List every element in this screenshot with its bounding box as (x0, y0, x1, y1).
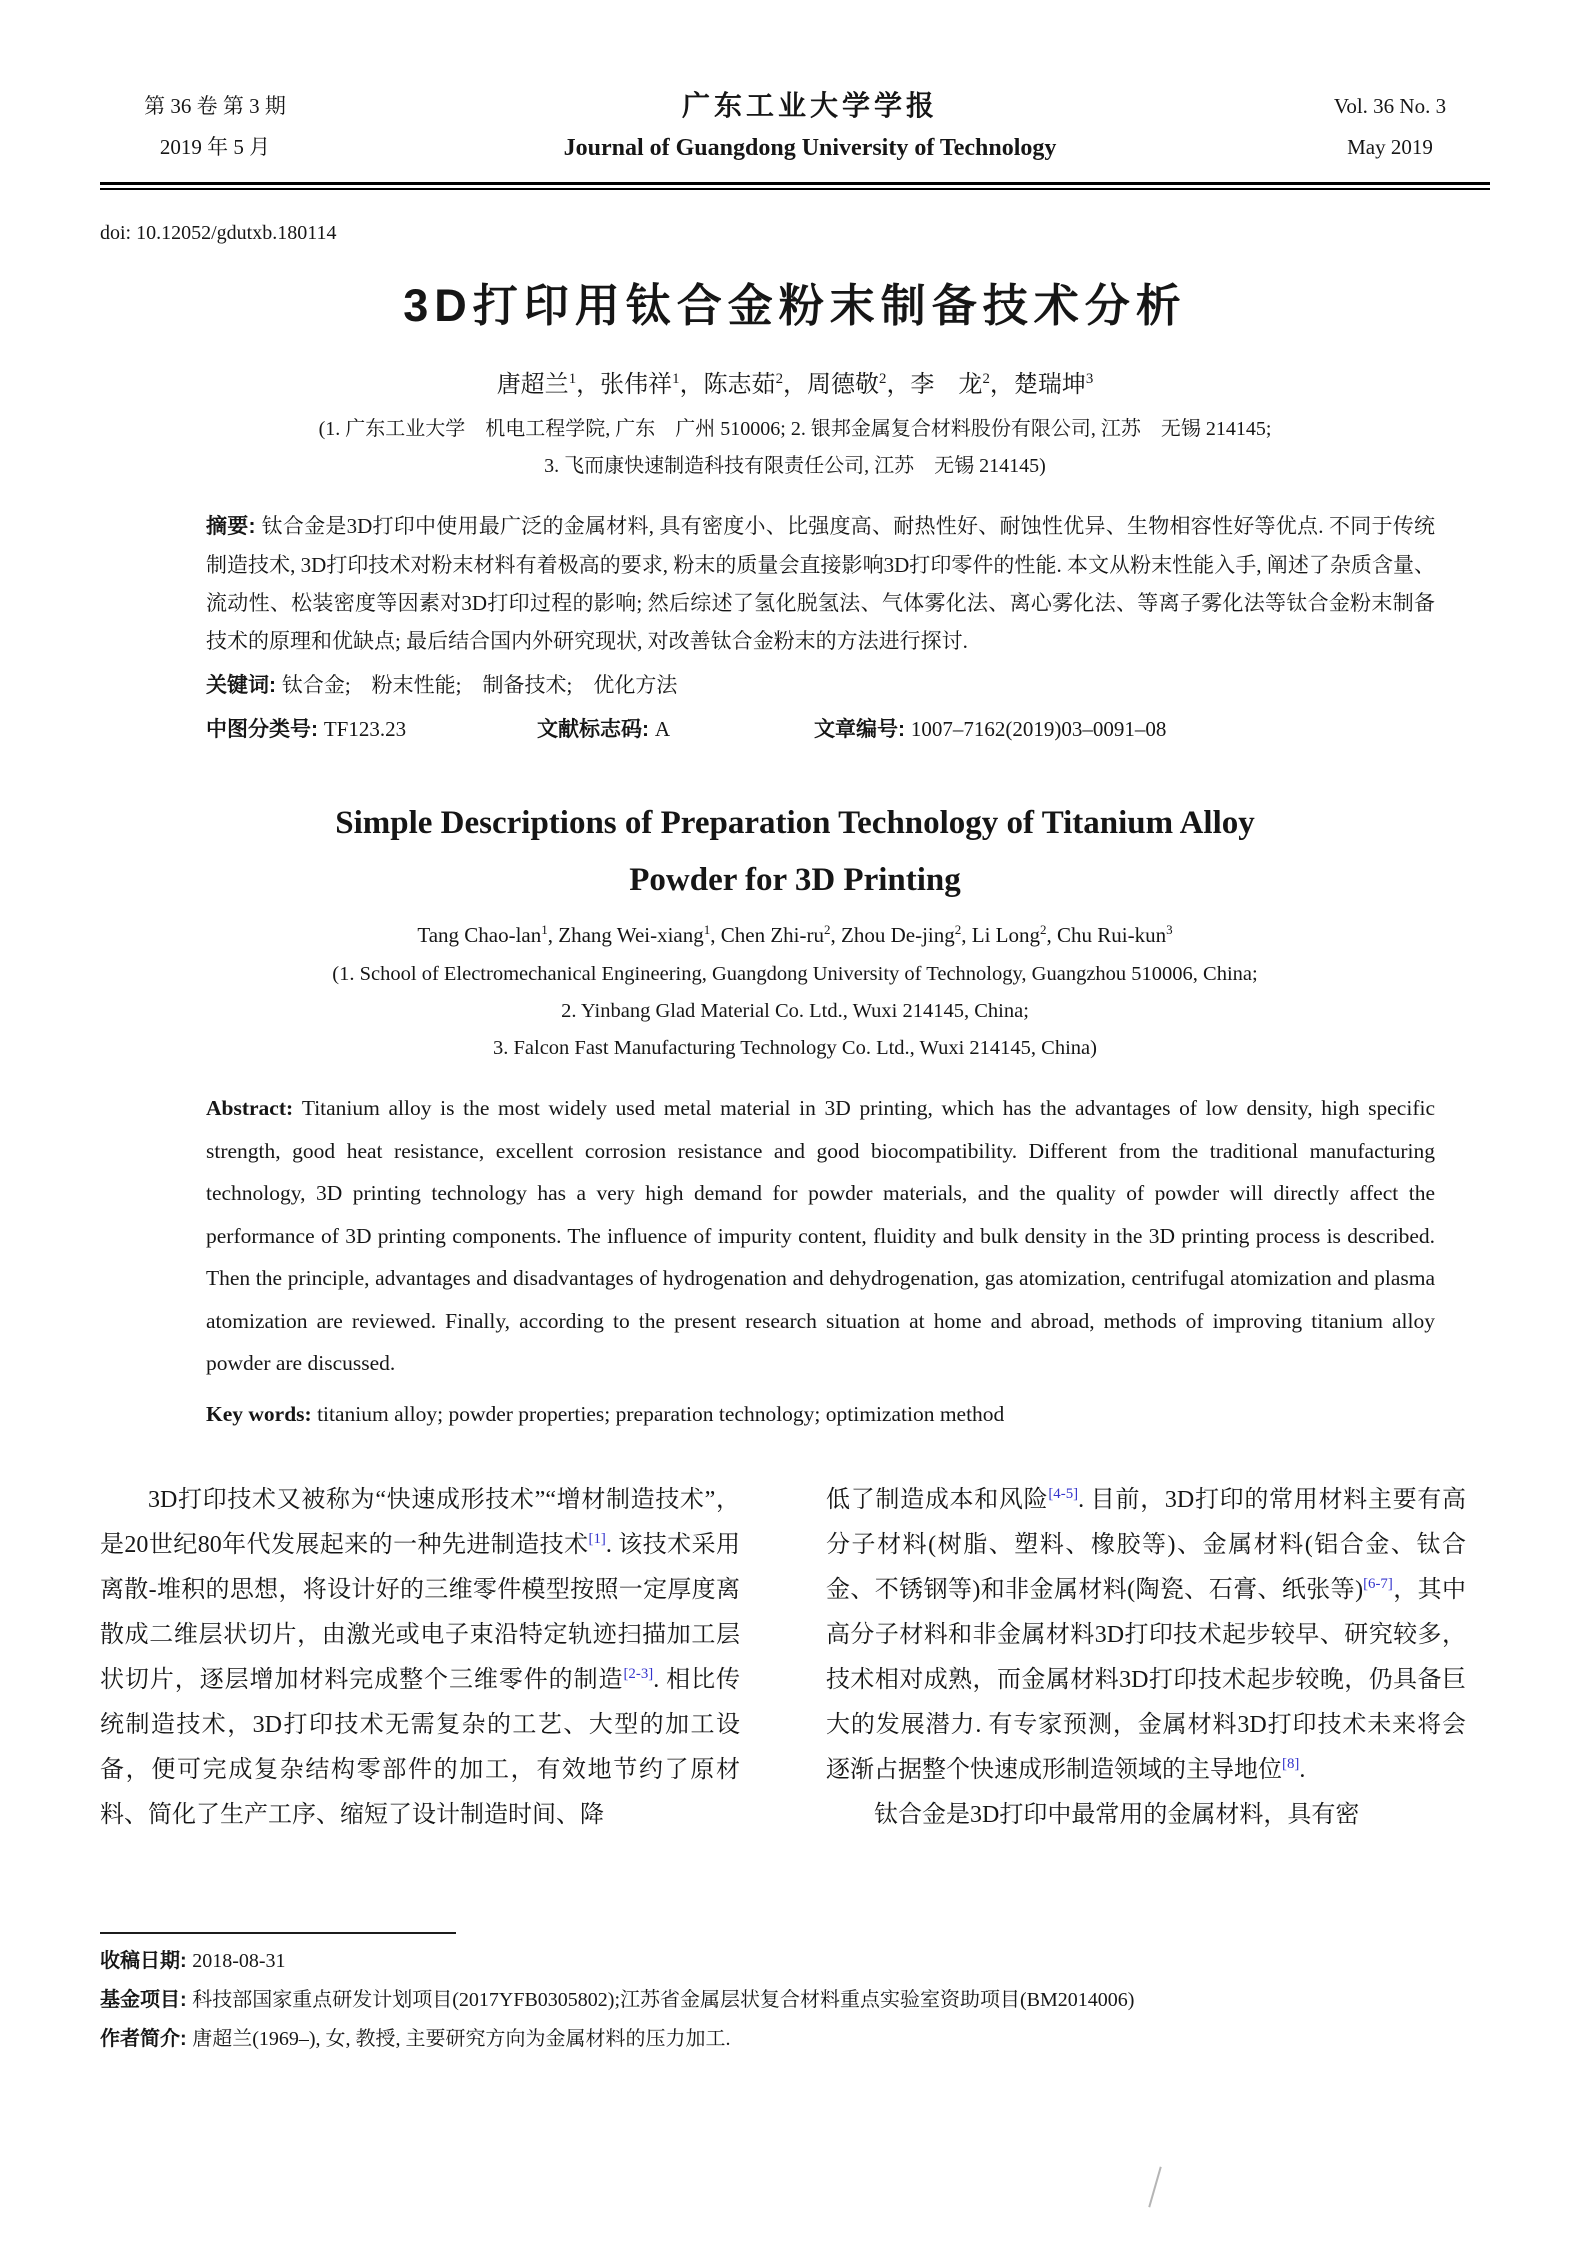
reference-link[interactable]: [6-7] (1363, 1575, 1393, 1592)
affiliation-en-line: (1. School of Electromechanical Engineering, Guangdong University of Technology, Guangzhou 510006, China; (332, 963, 1258, 985)
footnote-block (100, 1942, 1490, 2059)
affiliations-zh (100, 411, 1490, 485)
affiliation-zh-line: 3. 飞而康快速制造科技有限责任公司, 江苏 无锡 214145) (544, 455, 1046, 477)
author-bio-value: 唐超兰(1969–), 女, 教授, 主要研究方向为金属材料的压力加工. (192, 2027, 731, 2050)
keywords-zh (206, 665, 1435, 706)
journal-name (330, 86, 1290, 170)
journal-name-zh: 广东工业大学学报 (681, 90, 938, 121)
abstract-zh (206, 507, 1435, 660)
stray-slash-mark (1148, 2167, 1161, 2208)
author-affiliation-sup: 1 (568, 371, 577, 387)
reference-link[interactable]: [2-3] (623, 1665, 654, 1682)
keywords-en-label: Key words: (206, 1401, 318, 1426)
foundation-item-value: 科技部国家重点研发计划项目(2017YFB0305802);江苏省金属层状复合材料重点实验室资助项目(BM2014006) (192, 1988, 1135, 2011)
author-affiliation-sup: 2 (824, 922, 831, 937)
abstract-zh-label: 摘要: (206, 515, 262, 538)
meta-row (206, 708, 1435, 751)
footnote-divider (100, 1932, 456, 1934)
foundation-item-label: 基金项目: (100, 1988, 193, 2011)
document-code (537, 708, 814, 751)
clc-number (206, 708, 537, 751)
document-code-label: 文献标志码: (537, 718, 655, 741)
abstract-en-text: Titanium alloy is the most widely used metal material in 3D printing, which has the advantages of low density, high specific strength, good heat resistance, excellent corrosion resistance and good biocompatibility. Different from the traditional manufacturing technology, 3D printing technology has a very high demand for powder materials, and the quality of powder will directly affect the performance of 3D printing components. The influence of impurity content, fluidity and bulk density in the 3D printing process is described. Then the principle, advantages and disadvantages of hydrogenation and dehydrogenation, gas atomization, centrifugal atomization and plasma atomization are reviewed. Finally, according to the present research situation at home and abroad, methods of improving titanium alloy powder are discussed. (206, 1096, 1435, 1375)
keywords-zh-text: 钛合金; 粉末性能; 制备技术; 优化方法 (281, 673, 678, 697)
journal-issue-zh (100, 86, 330, 168)
header-divider (100, 182, 1490, 190)
author-bio-label: 作者简介: (100, 2027, 193, 2050)
article-title-en (100, 795, 1490, 909)
body-paragraph: 低了制造成本和风险[4-5]. 目前，3D打印的常用材料主要有高分子材料(树脂、塑料、橡胶等)、金属材料(铝合金、钛合金、不锈钢等)和非金属材料(陶瓷、石膏、纸张等)[6-7]，其中高分子材料和非金属材料3D打印技术起步较早、研究较多，技术相对成熟，而金属材料3D打印技术起步较晚，仍具备巨大的发展潜力. 有专家预测，金属材料3D打印技术未来将会逐渐占据整个快速成形制造领域的主导地位[8]. (826, 1485, 1466, 1783)
affiliation-zh-line: (1. 广东工业大学 机电工程学院, 广东 广州 510006; 2. 银邦金属复合材料股份有限公司, 江苏 无锡 214145; (318, 418, 1272, 440)
issue-volume-en: Vol. 36 No. 3 (1333, 94, 1447, 118)
affiliation-en-line: 3. Falcon Fast Manufacturing Technology Co. Ltd., Wuxi 214145, China) (493, 1037, 1097, 1059)
keywords-zh-label: 关键词: (206, 674, 282, 697)
received-date (100, 1942, 1490, 1981)
article-title-en-line1: Simple Descriptions of Preparation Technology of Titanium Alloy (335, 805, 1255, 841)
document-code-value: A (654, 717, 670, 741)
received-date-label: 收稿日期: (100, 1949, 193, 1972)
author-affiliation-sup: 2 (775, 371, 783, 387)
author-affiliation-sup: 1 (703, 922, 711, 937)
author-affiliation-sup: 1 (541, 922, 548, 937)
author-affiliation-sup: 1 (672, 371, 680, 387)
keywords-en-text: titanium alloy; powder properties; preparation technology; optimization method (317, 1401, 1005, 1426)
author-affiliation-sup: 3 (1085, 371, 1094, 387)
journal-header (100, 86, 1490, 170)
keywords-en (206, 1394, 1435, 1434)
article-title-zh: 3D打印用钛合金粉末制备技术分析 (403, 280, 1187, 331)
issue-volume-zh: 第 36 卷 第 3 期 (144, 94, 286, 118)
affiliation-en-line: 2. Yinbang Glad Material Co. Ltd., Wuxi 214145, China; (561, 1000, 1029, 1022)
author-affiliation-sup: 2 (1040, 922, 1047, 937)
article-id-value: 1007–7162(2019)03–0091–08 (910, 717, 1167, 741)
abstract-en-label: Abstract: (206, 1096, 302, 1120)
body-paragraph: 钛合金是3D打印中最常用的金属材料，具有密 (874, 1801, 1360, 1828)
author-bio (100, 2020, 1490, 2059)
reference-link[interactable]: [4-5] (1048, 1485, 1079, 1502)
journal-issue-en (1290, 86, 1490, 168)
article-id (814, 708, 1435, 751)
issue-date-zh: 2019 年 5 月 (159, 135, 271, 159)
author-affiliation-sup: 2 (879, 371, 887, 387)
issue-date-en: May 2019 (1347, 135, 1433, 159)
body-column-right (826, 1478, 1466, 1922)
article-title-en-line2: Powder for 3D Printing (629, 862, 961, 898)
body-paragraph: 3D打印技术又被称为“快速成形技术”“增材制造技术”，是20世纪80年代发展起来的一种先进制造技术[1]. 该技术采用离散-堆积的思想，将设计好的三维零件模型按照一定厚度离散成二维层状切片，由激光或电子束沿特定轨迹扫描加工层状切片，逐层增加材料完成整个三维零件的制造[2-3]. 相比传统制造技术，3D打印技术无需复杂的工艺、大型的加工设备，便可完成复杂结构零部件的加工，有效地节约了原材料、简化了生产工序、缩短了设计制造时间、降 (100, 1486, 741, 1828)
clc-label: 中图分类号: (206, 718, 324, 741)
abstract-en (206, 1087, 1435, 1385)
authors-zh: 唐超兰$^1$，张伟祥$^1$，陈志茹$^2$，周德敬$^2$，李 龙$^2$，楚瑞坤$^3$ (496, 371, 1094, 398)
foundation-item (100, 1981, 1490, 2020)
reference-link[interactable]: [8] (1282, 1755, 1300, 1772)
received-date-value: 2018-08-31 (192, 1949, 286, 1972)
doi-line: doi: 10.12052/gdutxb.180114 (100, 222, 337, 244)
abstract-zh-text: 钛合金是3D打印中使用最广泛的金属材料, 具有密度小、比强度高、耐热性好、耐蚀性优异、生物相容性好等优点. 不同于传统制造技术, 3D打印技术对粉末材料有着极高的要求, 粉末的质量会直接影响3D打印零件的性能. 本文从粉末性能入手, 阐述了杂质含量、流动性、松装密度等因素对3D打印过程的影响; 然后综述了氢化脱氢法、气体雾化法、离心雾化法、等离子雾化法等钛合金粉末制备技术的原理和优缺点; 最后结合国内外研究现状, 对改善钛合金粉末的方法进行探讨. (206, 514, 1435, 653)
author-affiliation-sup: 2 (954, 922, 962, 937)
body-columns (100, 1478, 1490, 1922)
author-affiliation-sup: 2 (982, 371, 990, 387)
author-affiliation-sup: 3 (1166, 922, 1173, 937)
body-column-left (100, 1478, 740, 1922)
authors-en: Tang Chao-lan$^1$, Zhang Wei-xiang$^1$, Chen Zhi-$ru^2$, Zhou De-jing$^2$, Li Long$^2$, Chu Rui-kun$^3$ (417, 922, 1173, 947)
article-id-label: 文章编号: (814, 718, 911, 741)
affiliations-en (100, 956, 1490, 1067)
reference-link[interactable]: [1] (588, 1530, 606, 1547)
clc-value: TF123.23 (323, 717, 407, 741)
journal-name-en: Journal of Guangdong University of Technology (563, 135, 1057, 161)
